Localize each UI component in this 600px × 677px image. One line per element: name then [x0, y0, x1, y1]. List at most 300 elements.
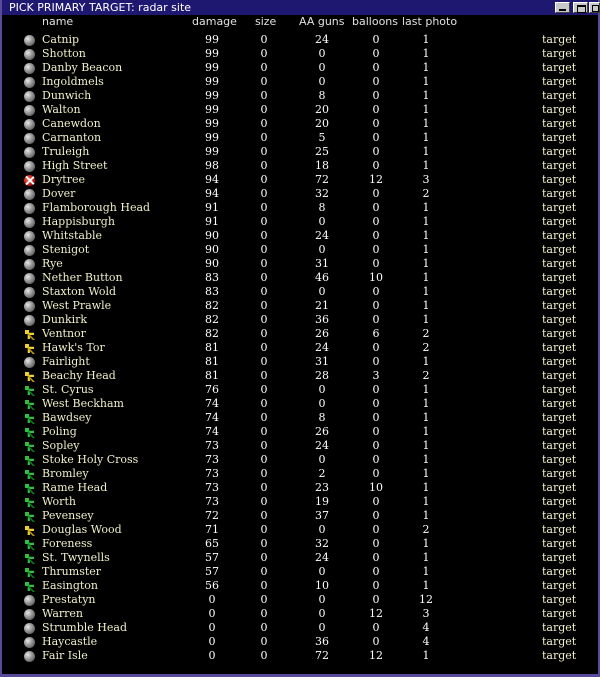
size-value: 0	[260, 313, 268, 326]
minimize-icon	[559, 9, 566, 11]
size-value: 0	[260, 467, 268, 480]
damage-value: 81	[205, 369, 219, 382]
balloons-value: 0	[372, 593, 380, 606]
damage-value: 81	[205, 355, 219, 368]
aa-guns-value: 8	[318, 201, 326, 214]
target-row[interactable]	[2, 649, 598, 663]
title-bar[interactable]	[2, 0, 598, 15]
target-row[interactable]	[2, 355, 598, 369]
damage-value: 98	[205, 159, 219, 172]
target-button[interactable]: target	[542, 369, 577, 382]
target-button[interactable]: target	[542, 397, 577, 410]
last-photo-value: 1	[422, 117, 430, 130]
last-photo-value: 1	[422, 285, 430, 298]
target-row[interactable]	[2, 299, 598, 313]
grey-ball-icon	[24, 217, 35, 228]
damage-value: 94	[205, 173, 219, 186]
last-photo-value: 1	[422, 537, 430, 550]
grey-ball-icon	[24, 189, 35, 200]
restore-icon	[592, 5, 599, 12]
target-row[interactable]	[2, 131, 598, 145]
green-arrow-icon	[24, 385, 35, 396]
site-name: Poling	[42, 425, 77, 438]
site-name: Staxton Wold	[42, 285, 117, 298]
site-name: Fairlight	[42, 355, 90, 368]
target-button[interactable]: target	[542, 313, 577, 326]
damage-value: 99	[205, 75, 219, 88]
target-button[interactable]: target	[542, 47, 577, 60]
target-row[interactable]	[2, 313, 598, 327]
size-value: 0	[260, 579, 268, 592]
target-button[interactable]: target	[542, 621, 577, 634]
target-row[interactable]	[2, 509, 598, 523]
aa-guns-value: 31	[315, 355, 329, 368]
last-photo-value: 1	[422, 481, 430, 494]
size-value: 0	[260, 565, 268, 578]
aa-guns-value: 2	[318, 467, 326, 480]
site-name: Pevensey	[42, 509, 94, 522]
target-button[interactable]: target	[542, 299, 577, 312]
site-name: St. Twynells	[42, 551, 110, 564]
damage-value: 73	[205, 495, 219, 508]
green-arrow-icon	[24, 427, 35, 438]
last-photo-value: 1	[422, 453, 430, 466]
size-value: 0	[260, 117, 268, 130]
size-value: 0	[260, 243, 268, 256]
target-row[interactable]	[2, 481, 598, 495]
target-button[interactable]: target	[542, 411, 577, 424]
balloons-value: 0	[372, 341, 380, 354]
target-button[interactable]: target	[542, 509, 577, 522]
balloons-value: 0	[372, 201, 380, 214]
site-name: Ventnor	[42, 327, 86, 340]
target-button[interactable]: target	[542, 537, 577, 550]
target-button[interactable]: target	[542, 607, 577, 620]
balloons-value: 12	[369, 607, 383, 620]
target-row[interactable]	[2, 257, 598, 271]
aa-guns-value: 32	[315, 537, 329, 550]
balloons-value: 10	[369, 271, 383, 284]
last-photo-value: 3	[422, 607, 430, 620]
target-row[interactable]	[2, 621, 598, 635]
target-button[interactable]: target	[542, 173, 577, 186]
grey-ball-icon	[24, 105, 35, 116]
last-photo-value: 1	[422, 649, 430, 662]
target-button[interactable]: target	[542, 579, 577, 592]
damage-value: 99	[205, 117, 219, 130]
site-name: Drytree	[42, 173, 85, 186]
column-header-damage: damage	[192, 15, 237, 28]
yellow-arrow-icon	[24, 343, 35, 354]
site-name: Flamborough Head	[42, 201, 151, 214]
site-name: Bromley	[42, 467, 89, 480]
last-photo-value: 1	[422, 467, 430, 480]
balloons-value: 0	[372, 397, 380, 410]
size-value: 0	[260, 341, 268, 354]
target-button[interactable]: target	[542, 229, 577, 242]
column-header-name: name	[42, 15, 74, 28]
site-name: High Street	[42, 159, 108, 172]
target-row[interactable]	[2, 47, 598, 61]
grey-ball-icon	[24, 35, 35, 46]
green-arrow-icon	[24, 567, 35, 578]
target-button[interactable]: target	[542, 425, 577, 438]
damage-value: 56	[205, 579, 219, 592]
yellow-arrow-icon	[24, 329, 35, 340]
green-arrow-icon	[24, 511, 35, 522]
aa-guns-value: 8	[318, 411, 326, 424]
site-name: Whitstable	[42, 229, 103, 242]
balloons-value: 12	[369, 173, 383, 186]
site-name: Beachy Head	[42, 369, 116, 382]
target-row[interactable]	[2, 271, 598, 285]
grey-ball-icon	[24, 623, 35, 634]
target-button[interactable]: target	[542, 215, 577, 228]
green-arrow-icon	[24, 469, 35, 480]
target-row[interactable]	[2, 61, 598, 75]
aa-guns-value: 28	[315, 369, 329, 382]
aa-guns-value: 0	[318, 243, 326, 256]
aa-guns-value: 0	[318, 215, 326, 228]
target-row[interactable]	[2, 495, 598, 509]
size-value: 0	[260, 453, 268, 466]
grey-ball-icon	[24, 147, 35, 158]
target-button[interactable]: target	[542, 243, 577, 256]
target-button[interactable]: target	[542, 383, 577, 396]
target-button[interactable]: target	[542, 145, 577, 158]
site-name: Warren	[42, 607, 84, 620]
last-photo-value: 1	[422, 383, 430, 396]
target-button[interactable]: target	[542, 355, 577, 368]
maximize-button[interactable]	[573, 2, 588, 13]
size-value: 0	[260, 621, 268, 634]
last-photo-value: 1	[422, 439, 430, 452]
balloons-value: 0	[372, 411, 380, 424]
aa-guns-value: 0	[318, 285, 326, 298]
site-name: Thrumster	[42, 565, 102, 578]
target-button[interactable]: target	[542, 75, 577, 88]
damage-value: 91	[205, 201, 219, 214]
aa-guns-value: 20	[315, 117, 329, 130]
size-value: 0	[260, 649, 268, 662]
size-value: 0	[260, 383, 268, 396]
balloons-value: 0	[372, 187, 380, 200]
target-row[interactable]	[2, 551, 598, 565]
target-row[interactable]	[2, 327, 598, 341]
balloons-value: 6	[372, 327, 380, 340]
site-name: West Prawle	[42, 299, 112, 312]
last-photo-value: 1	[422, 215, 430, 228]
aa-guns-value: 24	[315, 439, 329, 452]
site-name: Ingoldmels	[42, 75, 104, 88]
target-button[interactable]: target	[542, 271, 577, 284]
target-row[interactable]	[2, 607, 598, 621]
target-row[interactable]	[2, 33, 598, 47]
target-row[interactable]	[2, 341, 598, 355]
grey-ball-icon	[24, 245, 35, 256]
target-row[interactable]	[2, 173, 598, 187]
size-value: 0	[260, 61, 268, 74]
target-button[interactable]: target	[542, 159, 577, 172]
site-name: Dunwich	[42, 89, 92, 102]
target-row[interactable]	[2, 145, 598, 159]
aa-guns-value: 31	[315, 257, 329, 270]
balloons-value: 0	[372, 145, 380, 158]
target-row[interactable]	[2, 593, 598, 607]
target-button[interactable]: target	[542, 467, 577, 480]
balloons-value: 0	[372, 509, 380, 522]
damage-value: 90	[205, 257, 219, 270]
aa-guns-value: 25	[315, 145, 329, 158]
last-photo-value: 1	[422, 47, 430, 60]
target-row[interactable]	[2, 285, 598, 299]
site-name: Sopley	[42, 439, 80, 452]
target-button[interactable]: target	[542, 635, 577, 648]
site-name: Catnip	[42, 33, 80, 46]
balloons-value: 0	[372, 383, 380, 396]
size-value: 0	[260, 425, 268, 438]
target-row[interactable]	[2, 243, 598, 257]
target-row[interactable]	[2, 201, 598, 215]
target-button[interactable]: target	[542, 481, 577, 494]
last-photo-value: 4	[422, 635, 430, 648]
green-arrow-icon	[24, 553, 35, 564]
target-row[interactable]	[2, 411, 598, 425]
site-name: Hawk's Tor	[42, 341, 105, 354]
grey-ball-icon	[24, 91, 35, 102]
target-row[interactable]	[2, 467, 598, 481]
site-name: Dunkirk	[42, 313, 88, 326]
balloons-value: 0	[372, 495, 380, 508]
damage-value: 99	[205, 33, 219, 46]
target-row[interactable]	[2, 117, 598, 131]
target-button[interactable]: target	[542, 453, 577, 466]
damage-value: 0	[208, 621, 216, 634]
damage-value: 71	[205, 523, 219, 536]
damage-value: 83	[205, 271, 219, 284]
size-value: 0	[260, 397, 268, 410]
target-row[interactable]	[2, 397, 598, 411]
size-value: 0	[260, 89, 268, 102]
target-button[interactable]: target	[542, 565, 577, 578]
column-header-aa-guns: AA guns	[299, 15, 345, 28]
target-button[interactable]: target	[542, 89, 577, 102]
aa-guns-value: 0	[318, 453, 326, 466]
target-button[interactable]: target	[542, 285, 577, 298]
damage-value: 74	[205, 425, 219, 438]
target-button[interactable]: target	[542, 649, 577, 662]
minimize-button[interactable]	[555, 2, 570, 13]
balloons-value: 0	[372, 453, 380, 466]
last-photo-value: 1	[422, 313, 430, 326]
balloons-value: 0	[372, 33, 380, 46]
damage-value: 99	[205, 103, 219, 116]
balloons-value: 12	[369, 649, 383, 662]
target-row[interactable]	[2, 229, 598, 243]
target-button[interactable]: target	[542, 33, 577, 46]
site-name: Shotton	[42, 47, 86, 60]
target-row[interactable]	[2, 635, 598, 649]
balloons-value: 0	[372, 523, 380, 536]
target-row[interactable]	[2, 187, 598, 201]
size-value: 0	[260, 495, 268, 508]
balloons-value: 0	[372, 313, 380, 326]
damage-value: 99	[205, 47, 219, 60]
aa-guns-value: 0	[318, 47, 326, 60]
site-name: Douglas Wood	[42, 523, 122, 536]
grey-ball-icon	[24, 231, 35, 242]
balloons-value: 0	[372, 159, 380, 172]
target-row[interactable]	[2, 103, 598, 117]
target-row[interactable]	[2, 579, 598, 593]
aa-guns-value: 0	[318, 523, 326, 536]
target-row[interactable]	[2, 369, 598, 383]
last-photo-value: 1	[422, 89, 430, 102]
aa-guns-value: 0	[318, 565, 326, 578]
balloons-value: 0	[372, 565, 380, 578]
green-arrow-icon	[24, 441, 35, 452]
damage-value: 65	[205, 537, 219, 550]
target-button[interactable]: target	[542, 103, 577, 116]
site-name: Truleigh	[42, 145, 90, 158]
aa-guns-value: 0	[318, 621, 326, 634]
aa-guns-value: 0	[318, 607, 326, 620]
target-button[interactable]: target	[542, 439, 577, 452]
size-value: 0	[260, 131, 268, 144]
target-button[interactable]: target	[542, 187, 577, 200]
target-row[interactable]	[2, 89, 598, 103]
target-button[interactable]: target	[542, 257, 577, 270]
balloons-value: 0	[372, 439, 380, 452]
site-name: Prestatyn	[42, 593, 96, 606]
size-value: 0	[260, 103, 268, 116]
green-arrow-icon	[24, 455, 35, 466]
target-button[interactable]: target	[542, 593, 577, 606]
balloons-value: 0	[372, 355, 380, 368]
target-row[interactable]	[2, 159, 598, 173]
site-name: Canewdon	[42, 117, 101, 130]
last-photo-value: 1	[422, 61, 430, 74]
size-value: 0	[260, 593, 268, 606]
target-row[interactable]	[2, 425, 598, 439]
green-arrow-icon	[24, 581, 35, 592]
size-value: 0	[260, 299, 268, 312]
target-button[interactable]: target	[542, 341, 577, 354]
aa-guns-value: 32	[315, 187, 329, 200]
grey-ball-icon	[24, 357, 35, 368]
target-row[interactable]	[2, 383, 598, 397]
size-value: 0	[260, 327, 268, 340]
yellow-arrow-icon	[24, 525, 35, 536]
target-row[interactable]	[2, 215, 598, 229]
target-button[interactable]: target	[542, 61, 577, 74]
target-button[interactable]: target	[542, 117, 577, 130]
last-photo-value: 1	[422, 299, 430, 312]
balloons-value: 0	[372, 229, 380, 242]
target-row[interactable]	[2, 537, 598, 551]
damage-value: 99	[205, 61, 219, 74]
size-value: 0	[260, 173, 268, 186]
last-photo-value: 1	[422, 159, 430, 172]
balloons-value: 0	[372, 425, 380, 438]
site-name: Stenigot	[42, 243, 90, 256]
size-value: 0	[260, 271, 268, 284]
last-photo-value: 2	[422, 523, 430, 536]
balloons-value: 0	[372, 299, 380, 312]
damage-value: 81	[205, 341, 219, 354]
aa-guns-value: 36	[315, 313, 329, 326]
target-row[interactable]	[2, 439, 598, 453]
balloons-value: 0	[372, 635, 380, 648]
target-button[interactable]: target	[542, 201, 577, 214]
damage-value: 94	[205, 187, 219, 200]
grey-ball-icon	[24, 49, 35, 60]
last-photo-value: 1	[422, 579, 430, 592]
target-row[interactable]	[2, 75, 598, 89]
green-arrow-icon	[24, 539, 35, 550]
balloons-value: 0	[372, 131, 380, 144]
size-value: 0	[260, 257, 268, 270]
balloons-value: 0	[372, 243, 380, 256]
target-row[interactable]	[2, 453, 598, 467]
damage-value: 83	[205, 285, 219, 298]
aa-guns-value: 21	[315, 299, 329, 312]
column-header-balloons: balloons	[352, 15, 398, 28]
site-name: Nether Button	[42, 271, 123, 284]
damage-value: 82	[205, 313, 219, 326]
size-value: 0	[260, 145, 268, 158]
balloons-value: 0	[372, 537, 380, 550]
target-button[interactable]: target	[542, 327, 577, 340]
balloons-value: 0	[372, 89, 380, 102]
damage-value: 82	[205, 327, 219, 340]
destroyed-icon	[24, 175, 35, 186]
site-name: St. Cyrus	[42, 383, 94, 396]
damage-value: 74	[205, 397, 219, 410]
size-value: 0	[260, 215, 268, 228]
size-value: 0	[260, 75, 268, 88]
target-button[interactable]: target	[542, 523, 577, 536]
site-name: Danby Beacon	[42, 61, 123, 74]
size-value: 0	[260, 635, 268, 648]
target-button[interactable]: target	[542, 495, 577, 508]
aa-guns-value: 0	[318, 383, 326, 396]
aa-guns-value: 23	[315, 481, 329, 494]
last-photo-value: 1	[422, 201, 430, 214]
site-name: Easington	[42, 579, 99, 592]
aa-guns-value: 0	[318, 397, 326, 410]
column-header-last-photo: last photo	[402, 15, 458, 28]
target-button[interactable]: target	[542, 551, 577, 564]
grey-ball-icon	[24, 609, 35, 620]
last-photo-value: 1	[422, 145, 430, 158]
target-button[interactable]: target	[542, 131, 577, 144]
grey-ball-icon	[24, 273, 35, 284]
aa-guns-value: 0	[318, 61, 326, 74]
size-value: 0	[260, 47, 268, 60]
size-value: 0	[260, 159, 268, 172]
target-row[interactable]	[2, 523, 598, 537]
last-photo-value: 1	[422, 355, 430, 368]
restore-button[interactable]	[589, 2, 600, 13]
aa-guns-value: 24	[315, 33, 329, 46]
target-row[interactable]	[2, 565, 598, 579]
grey-ball-icon	[24, 119, 35, 130]
damage-value: 82	[205, 299, 219, 312]
last-photo-value: 1	[422, 411, 430, 424]
last-photo-value: 1	[422, 425, 430, 438]
aa-guns-value: 8	[318, 89, 326, 102]
